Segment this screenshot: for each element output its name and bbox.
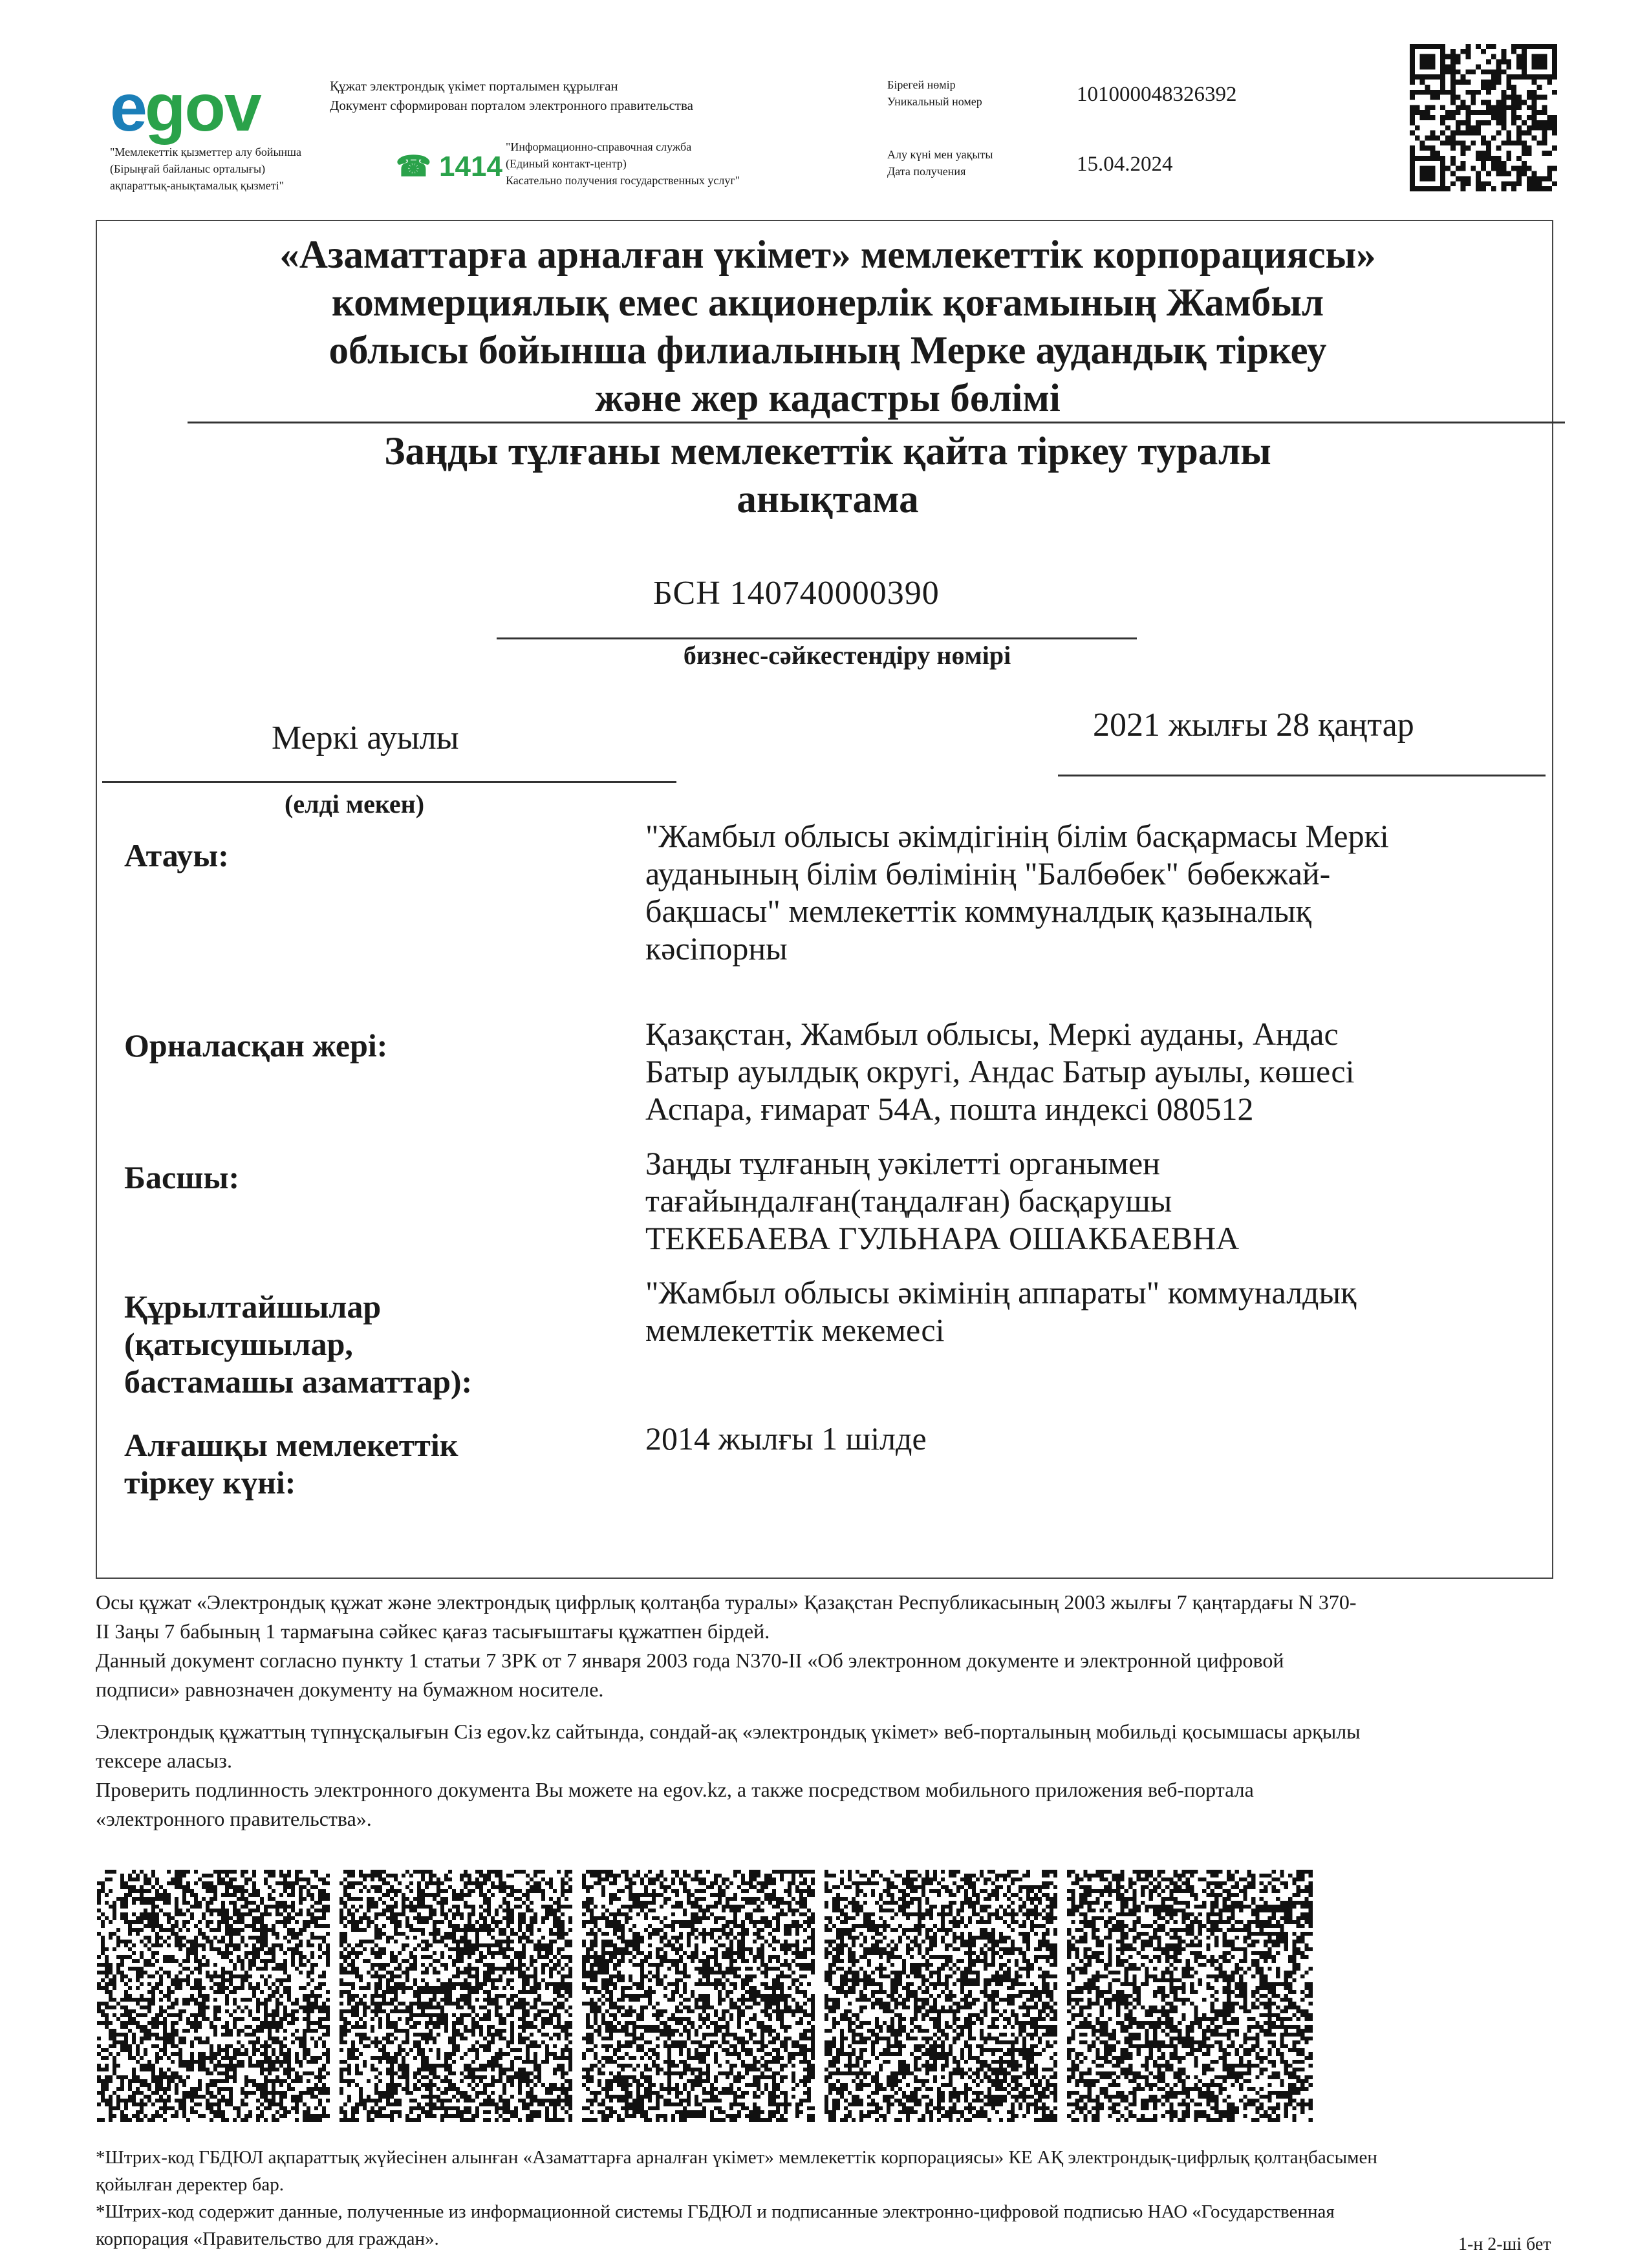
barcode-1 [97,1870,330,2122]
founders-line: мемлекеттік мекемесі [645,1312,945,1348]
document-date: 2021 жылғы 28 қаңтар [1093,707,1414,744]
initial-label-line: тіркеу күні: [124,1464,296,1501]
founders-label-line: (қатысушылар, [124,1326,353,1362]
service-line-2: (Бірыңғай байланыс орталығы) [110,162,266,175]
founders-value [645,1274,1577,1349]
title-line: «Азаматтарға арналған үкімет» мемлекеттік корпорациясы» [279,233,1376,277]
location-value [645,1015,1577,1128]
service-line-1: "Мемлекеттік қызметтер алу бойынша [110,145,302,158]
info-service-note [506,138,868,189]
date-label-ru: Дата получения [887,165,966,178]
issuer-title [129,231,1526,423]
legal-note-line: Данный документ согласно пункту 1 статьи 7 ЗРК от 7 января 2003 года N370-II «Об электронном документе и электронной цифровой [96,1649,1284,1672]
settlement-underline [102,781,676,783]
name-line: кәсіпорны [645,930,788,967]
location-label: Орналасқан жері: [124,1027,388,1064]
barcode-note-line: *Штрих-код содержит данные, полученные из информационной системы ГБДЮЛ и подписанные электронно-цифровой подписью НАО «Государственная [96,2201,1335,2222]
head-line: тағайындалған(таңдалған) басқарушы [645,1182,1172,1219]
egov-logo [110,70,304,145]
head-line: Заңды тұлғаның уәкілетті органымен [645,1145,1160,1181]
unique-label-ru: Уникальный номер [887,95,982,108]
location-line: Қазақстан, Жамбыл облысы, Меркі ауданы, Андас [645,1016,1339,1052]
settlement: Меркі ауылы [272,720,459,756]
initial-registration-date: 2014 жылғы 1 шілде [645,1420,927,1457]
subtitle-line: анықтама [737,478,919,521]
initial-registration-label [124,1426,458,1501]
bsn-caption: бизнес-сәйкестендіру нөмірі [683,641,1011,670]
settlement-caption: (елді мекен) [285,789,425,818]
title-line: және жер кадастры бөлімі [595,377,1061,420]
date-label [887,146,993,180]
legal-note-line: подписи» равнозначен документу на бумажном носителе. [96,1678,604,1701]
date-underline [1058,775,1546,776]
phone-icon: ☎ [396,151,431,182]
logo-gov: gov [144,70,261,145]
founders-label [124,1288,472,1400]
name-line: "Жамбыл облысы әкімдігінің білім басқармасы Меркі [645,818,1389,854]
legal-note-line: II Заңы 7 бабының 1 тармағына сәйкес қағаз тасығыштағы құжатпен бірдей. [96,1620,770,1643]
verify-note-line: тексере аласыз. [96,1749,232,1772]
founders-label-line: Құрылтайшылар [124,1289,382,1325]
initial-label-line: Алғашқы мемлекеттік [124,1427,458,1463]
title-divider [188,422,1565,423]
location-line: Батыр ауылдық округі, Андас Батыр ауылы, көшесі [645,1053,1355,1089]
page-number: 1-н 2-ші бет [1458,2234,1551,2254]
bsn-underline [497,637,1137,639]
info-line-1: "Информационно-справочная служба [506,140,692,153]
bsn-number: БСН 140740000390 [653,575,940,612]
unique-label [887,76,982,110]
barcode-2 [339,1870,572,2122]
verify-note-kz [96,1717,1583,1775]
legal-note-ru [96,1646,1583,1704]
barcode-4 [824,1870,1057,2122]
title-line: коммерциялық емес акционерлік қоғамының Жамбыл [331,281,1324,325]
date-label-kz: Алу күні мен уақыты [887,148,993,161]
formed-kz: Құжат электрондық үкімет порталымен құрылған [330,78,618,94]
title-line: облысы бойынша филиалының Мерке аудандық тіркеу [329,329,1327,372]
unique-number: 101000048326392 [1077,83,1237,106]
verify-note-line: «электронного правительства». [96,1807,372,1830]
info-line-3: Касательно получения государственных услуг" [506,174,740,187]
founders-label-line: бастамашы азаматтар): [124,1364,473,1400]
verify-note-line: Проверить подлинность электронного документа Вы можете на egov.kz, а также посредством мобильного приложения веб-портала [96,1778,1254,1801]
name-label: Атауы: [124,837,229,873]
unique-label-kz: Бірегей нөмір [887,78,956,91]
founders-line: "Жамбыл облысы әкімінің аппараты" коммуналдық [645,1274,1357,1311]
barcode-3 [582,1870,815,2122]
legal-note-line: Осы құжат «Электрондық құжат және электрондық цифрлық қолтаңба туралы» Қазақстан Республикасының 2003 жылғы 7 қаңтардағы N 370- [96,1590,1357,1614]
barcode-note-ru [96,2198,1583,2252]
qr-code [1410,44,1557,191]
barcode-5 [1067,1870,1313,2122]
hotline [396,150,502,183]
barcode-note-line: *Штрих-код ГБДЮЛ ақпараттық жүйесінен алынған «Азаматтарға арналған үкімет» мемлекеттік корпорациясы» КЕ АҚ электрондық-цифрлық қолтаңбасымен [96,2147,1377,2168]
subtitle-line: Заңды тұлғаны мемлекеттік қайта тіркеу туралы [384,430,1271,473]
received-date: 15.04.2024 [1077,153,1173,176]
head-label: Басшы: [124,1159,240,1195]
logo-e: e [110,70,145,145]
formed-by-note [330,76,860,115]
name-line: бақшасы" мемлекеттік коммуналдық қазыналық [645,893,1311,929]
name-line: ауданының білім бөлімінің "Балбөбек" бөбекжай- [645,855,1331,892]
barcode-note-line: корпорация «Правительство для граждан». [96,2229,439,2249]
barcode-note-line: қойылған деректер бар. [96,2174,284,2195]
head-line: ТЕКЕБАЕВА ГУЛЬНАРА ОШАКБАЕВНА [645,1220,1240,1256]
name-value [645,817,1577,967]
service-note [110,144,394,194]
verify-note-line: Электрондық құжаттың түпнұсқалығын Сіз egov.kz сайтында, сондай-ақ «электрондық үкімет» веб-порталының мобильді қосымшасы арқылы [96,1720,1361,1743]
location-line: Аспара, ғимарат 54А, пошта индексі 080512 [645,1091,1254,1127]
legal-note-kz [96,1588,1583,1646]
certificate-title [129,428,1526,524]
info-line-2: (Единый контакт-центр) [506,157,627,170]
service-line-3: ақпараттық-анықтамалық қызметі" [110,179,285,192]
hotline-number: 1414 [439,151,502,182]
verify-note-ru [96,1775,1583,1834]
head-value [645,1144,1577,1257]
barcode-note-kz [96,2144,1583,2198]
formed-ru: Документ сформирован порталом электронного правительства [330,98,693,113]
